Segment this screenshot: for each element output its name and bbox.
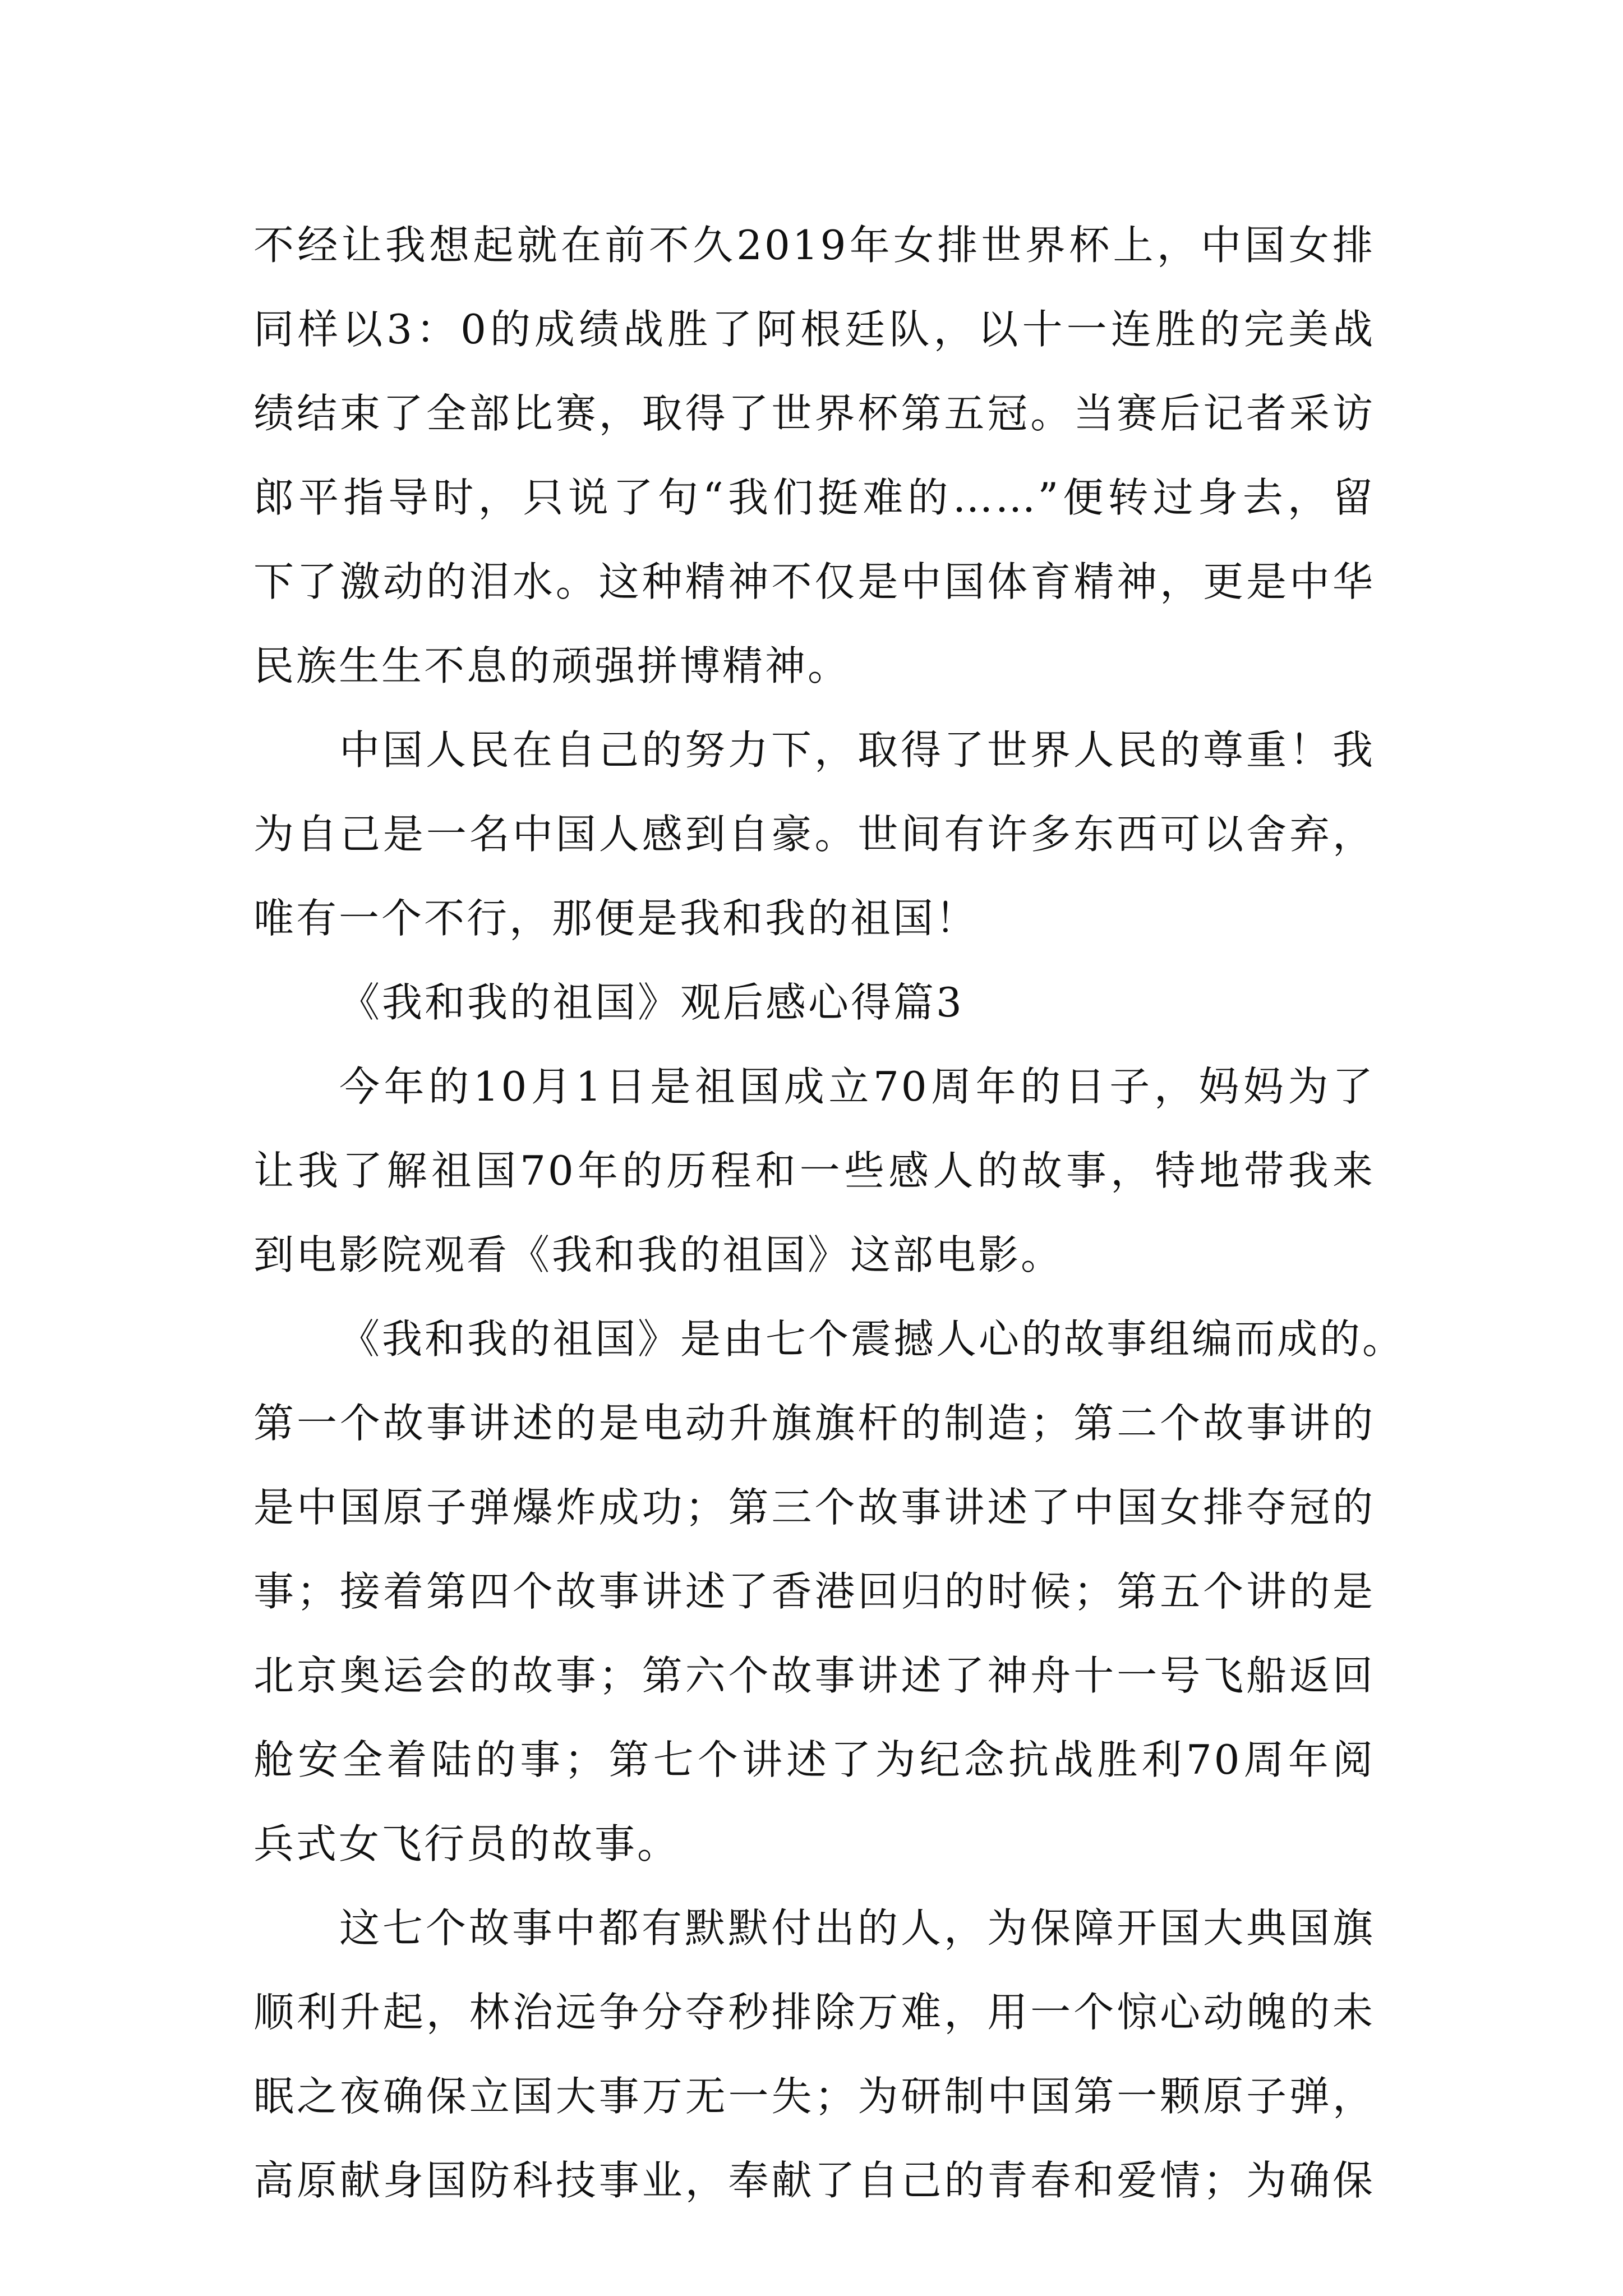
text-line: 中国人民在自己的努力下，取得了世界人民的尊重！我: [339, 726, 1375, 774]
text-line: 唯有一个不行，那便是我和我的祖国！: [253, 895, 979, 942]
text-line: 眠之夜确保立国大事万无一失；为研制中国第一颗原子弹，: [253, 2073, 1375, 2120]
text-line: 到电影院观看《我和我的祖国》这部电影。: [253, 1231, 1064, 1278]
text-line: 为自己是一名中国人感到自豪。世间有许多东西可以舍弃，: [253, 811, 1375, 858]
text-line: 这七个故事中都有默默付出的人，为保障开国大典国旗: [339, 1904, 1375, 1952]
text-line: 不经让我想起就在前不久2019年女排世界杯上，中国女排: [253, 222, 1375, 269]
text-line: 同样以3：0的成绩战胜了阿根廷队，以十一连胜的完美战: [253, 306, 1375, 353]
text-line: 《我和我的祖国》是由七个震撼人心的故事组编而成的。: [339, 1315, 1405, 1363]
text-line: 民族生生不息的顽强拼博精神。: [253, 642, 851, 689]
text-line: 北京奥运会的故事；第六个故事讲述了神舟十一号飞船返回: [253, 1652, 1375, 1699]
text-line: 是中国原子弹爆炸成功；第三个故事讲述了中国女排夺冠的: [253, 1484, 1375, 1531]
text-line: 今年的10月1日是祖国成立70周年的日子，妈妈为了: [339, 1063, 1375, 1110]
text-line: 兵式女飞行员的故事。: [253, 1820, 680, 1867]
text-line: 下了激动的泪水。这种精神不仅是中国体育精神，更是中华: [253, 558, 1375, 605]
text-line: 让我了解祖国70年的历程和一些感人的故事，特地带我来: [253, 1147, 1375, 1194]
text-line: 绩结束了全部比赛，取得了世界杯第五冠。当赛后记者采访: [253, 390, 1375, 437]
text-line: 事；接着第四个故事讲述了香港回归的时候；第五个讲的是: [253, 1568, 1375, 1615]
text-line: 第一个故事讲述的是电动升旗旗杆的制造；第二个故事讲的: [253, 1400, 1375, 1447]
text-line: 顺利升起，林治远争分夺秒排除万难，用一个惊心动魄的未: [253, 1989, 1375, 2036]
text-line: 郎平指导时，只说了句“我们挺难的……”便转过身去，留: [253, 474, 1375, 521]
text-line: 高原献身国防科技事业，奉献了自己的青春和爱情；为确保: [253, 2157, 1375, 2204]
section-heading: 《我和我的祖国》观后感心得篇3: [339, 979, 964, 1026]
text-line: 舱安全着陆的事；第七个讲述了为纪念抗战胜利70周年阅: [253, 1736, 1375, 1783]
